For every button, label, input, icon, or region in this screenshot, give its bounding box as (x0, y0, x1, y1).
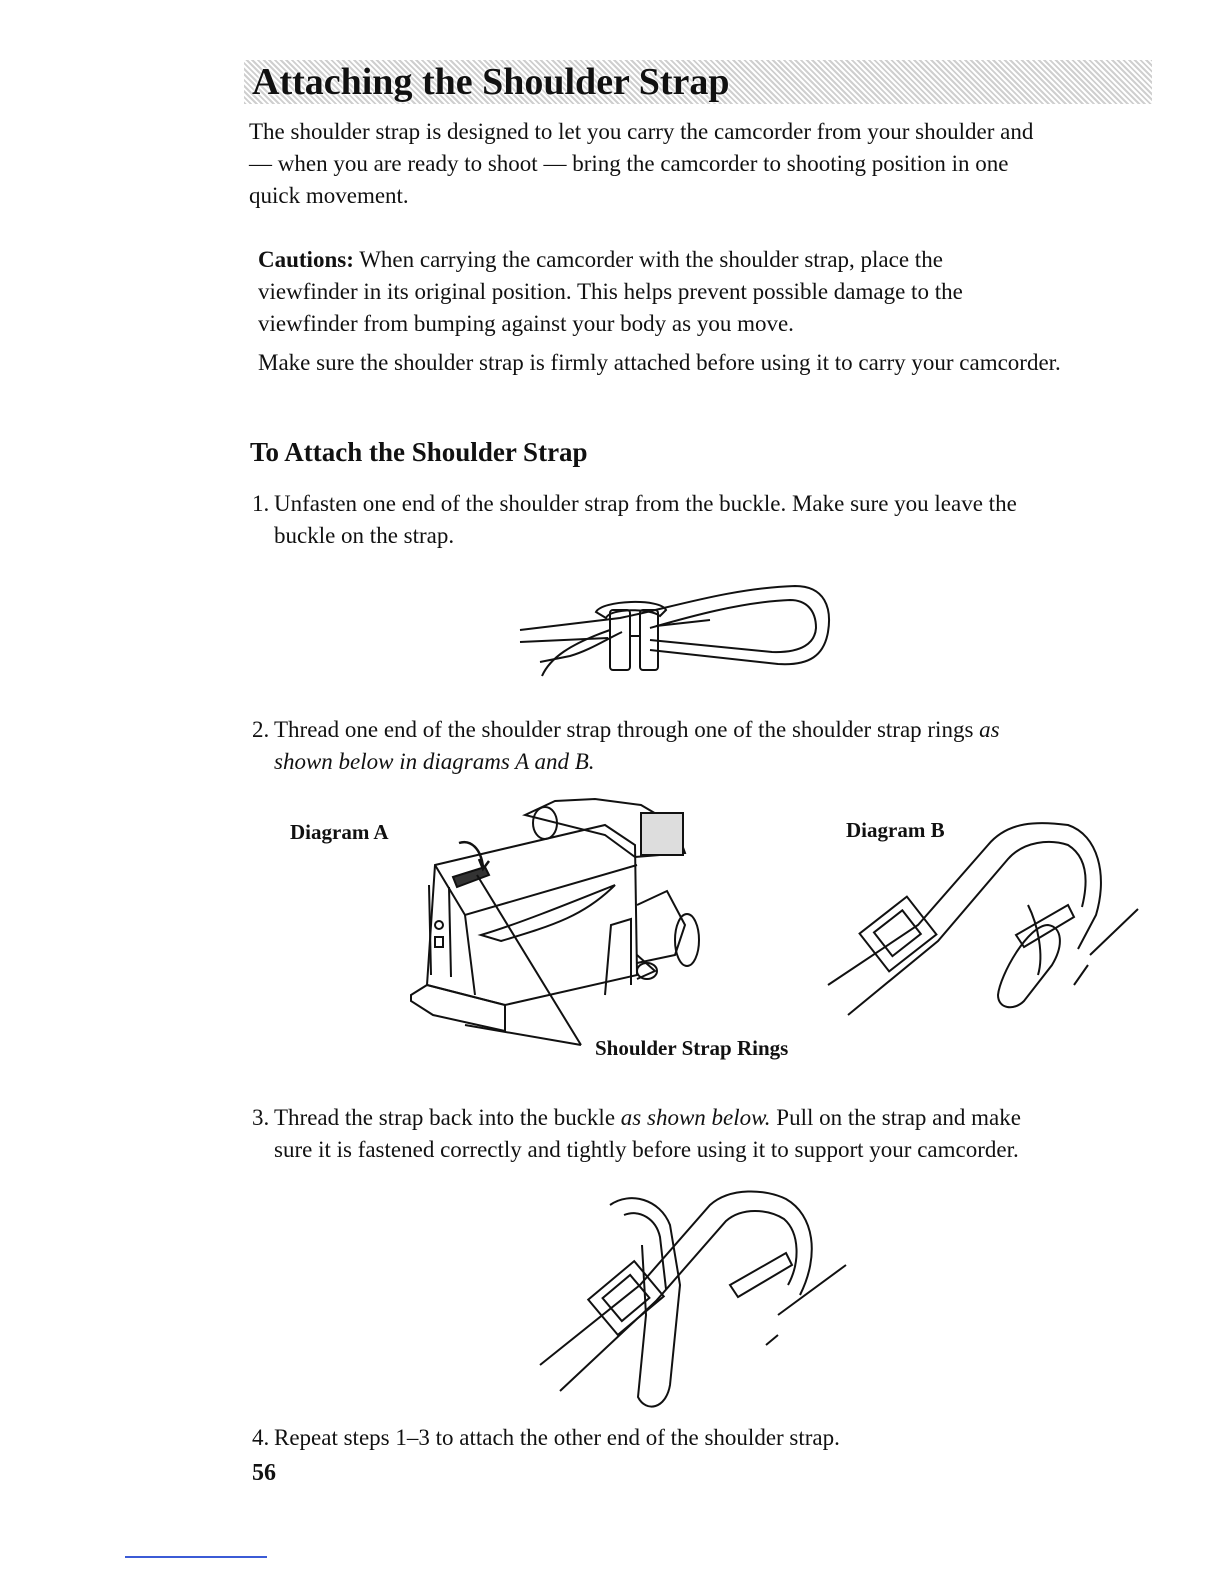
bottom-divider (125, 1556, 267, 1558)
title-banner (244, 60, 1152, 104)
step-text: sure it is fastened correctly and tightly before using it to support your camcorder. (274, 1137, 1019, 1162)
step-text-italic: as (979, 717, 1000, 742)
page-number: 56 (252, 1460, 276, 1486)
step-number: 1. (252, 491, 270, 516)
step-text: Pull on the strap and make (770, 1105, 1021, 1130)
diagram-b-label: Diagram B (846, 818, 945, 842)
intro-paragraph (249, 116, 1139, 212)
step-text: buckle on the strap. (274, 523, 455, 548)
step-number: 3. (252, 1105, 270, 1130)
step-number: 4. (252, 1425, 270, 1450)
caution-line: viewfinder in its original position. This helps prevent possible damage to the (258, 279, 963, 304)
diagram-a-camcorder (405, 795, 715, 1055)
step-1 (252, 488, 1132, 552)
step-text: Unfasten one end of the shoulder strap from the buckle. Make sure you leave the (274, 491, 1017, 516)
caution-block (258, 244, 1148, 340)
intro-line: — when you are ready to shoot — bring the camcorder to shooting position in one (249, 151, 1009, 176)
step-number: 2. (252, 717, 270, 742)
step-2 (252, 714, 1132, 778)
step-3 (252, 1102, 1132, 1166)
section-heading: To Attach the Shoulder Strap (250, 437, 588, 467)
diagram-a-label: Diagram A (290, 820, 389, 844)
caution-label: Cautions: (258, 247, 354, 272)
buckle-illustration (510, 580, 840, 685)
step-text: Thread one end of the shoulder strap through one of the shoulder strap rings (274, 717, 980, 742)
step-text-italic: shown below in diagrams A and B. (274, 749, 595, 774)
buckle-threaded-illustration (530, 1185, 850, 1420)
caution-line: viewfinder from bumping against your body as you move. (258, 311, 794, 336)
intro-line: quick movement. (249, 183, 409, 208)
diagram-b-strap-ring (828, 815, 1148, 1025)
caution-line: When carrying the camcorder with the shoulder strap, place the (353, 247, 943, 272)
shoulder-strap-rings-label: Shoulder Strap Rings (595, 1036, 789, 1060)
step-text: Repeat steps 1–3 to attach the other end of the shoulder strap. (274, 1425, 840, 1450)
step-text: Thread the strap back into the buckle (274, 1105, 621, 1130)
intro-line: The shoulder strap is designed to let you carry the camcorder from your shoulder and (249, 119, 1034, 144)
caution-line-attach: Make sure the shoulder strap is firmly attached before using it to carry your camcorder. (258, 350, 1061, 375)
page-title: Attaching the Shoulder Strap (252, 61, 730, 103)
step-text-italic: as shown below. (620, 1105, 771, 1130)
step-4 (252, 1422, 1132, 1454)
